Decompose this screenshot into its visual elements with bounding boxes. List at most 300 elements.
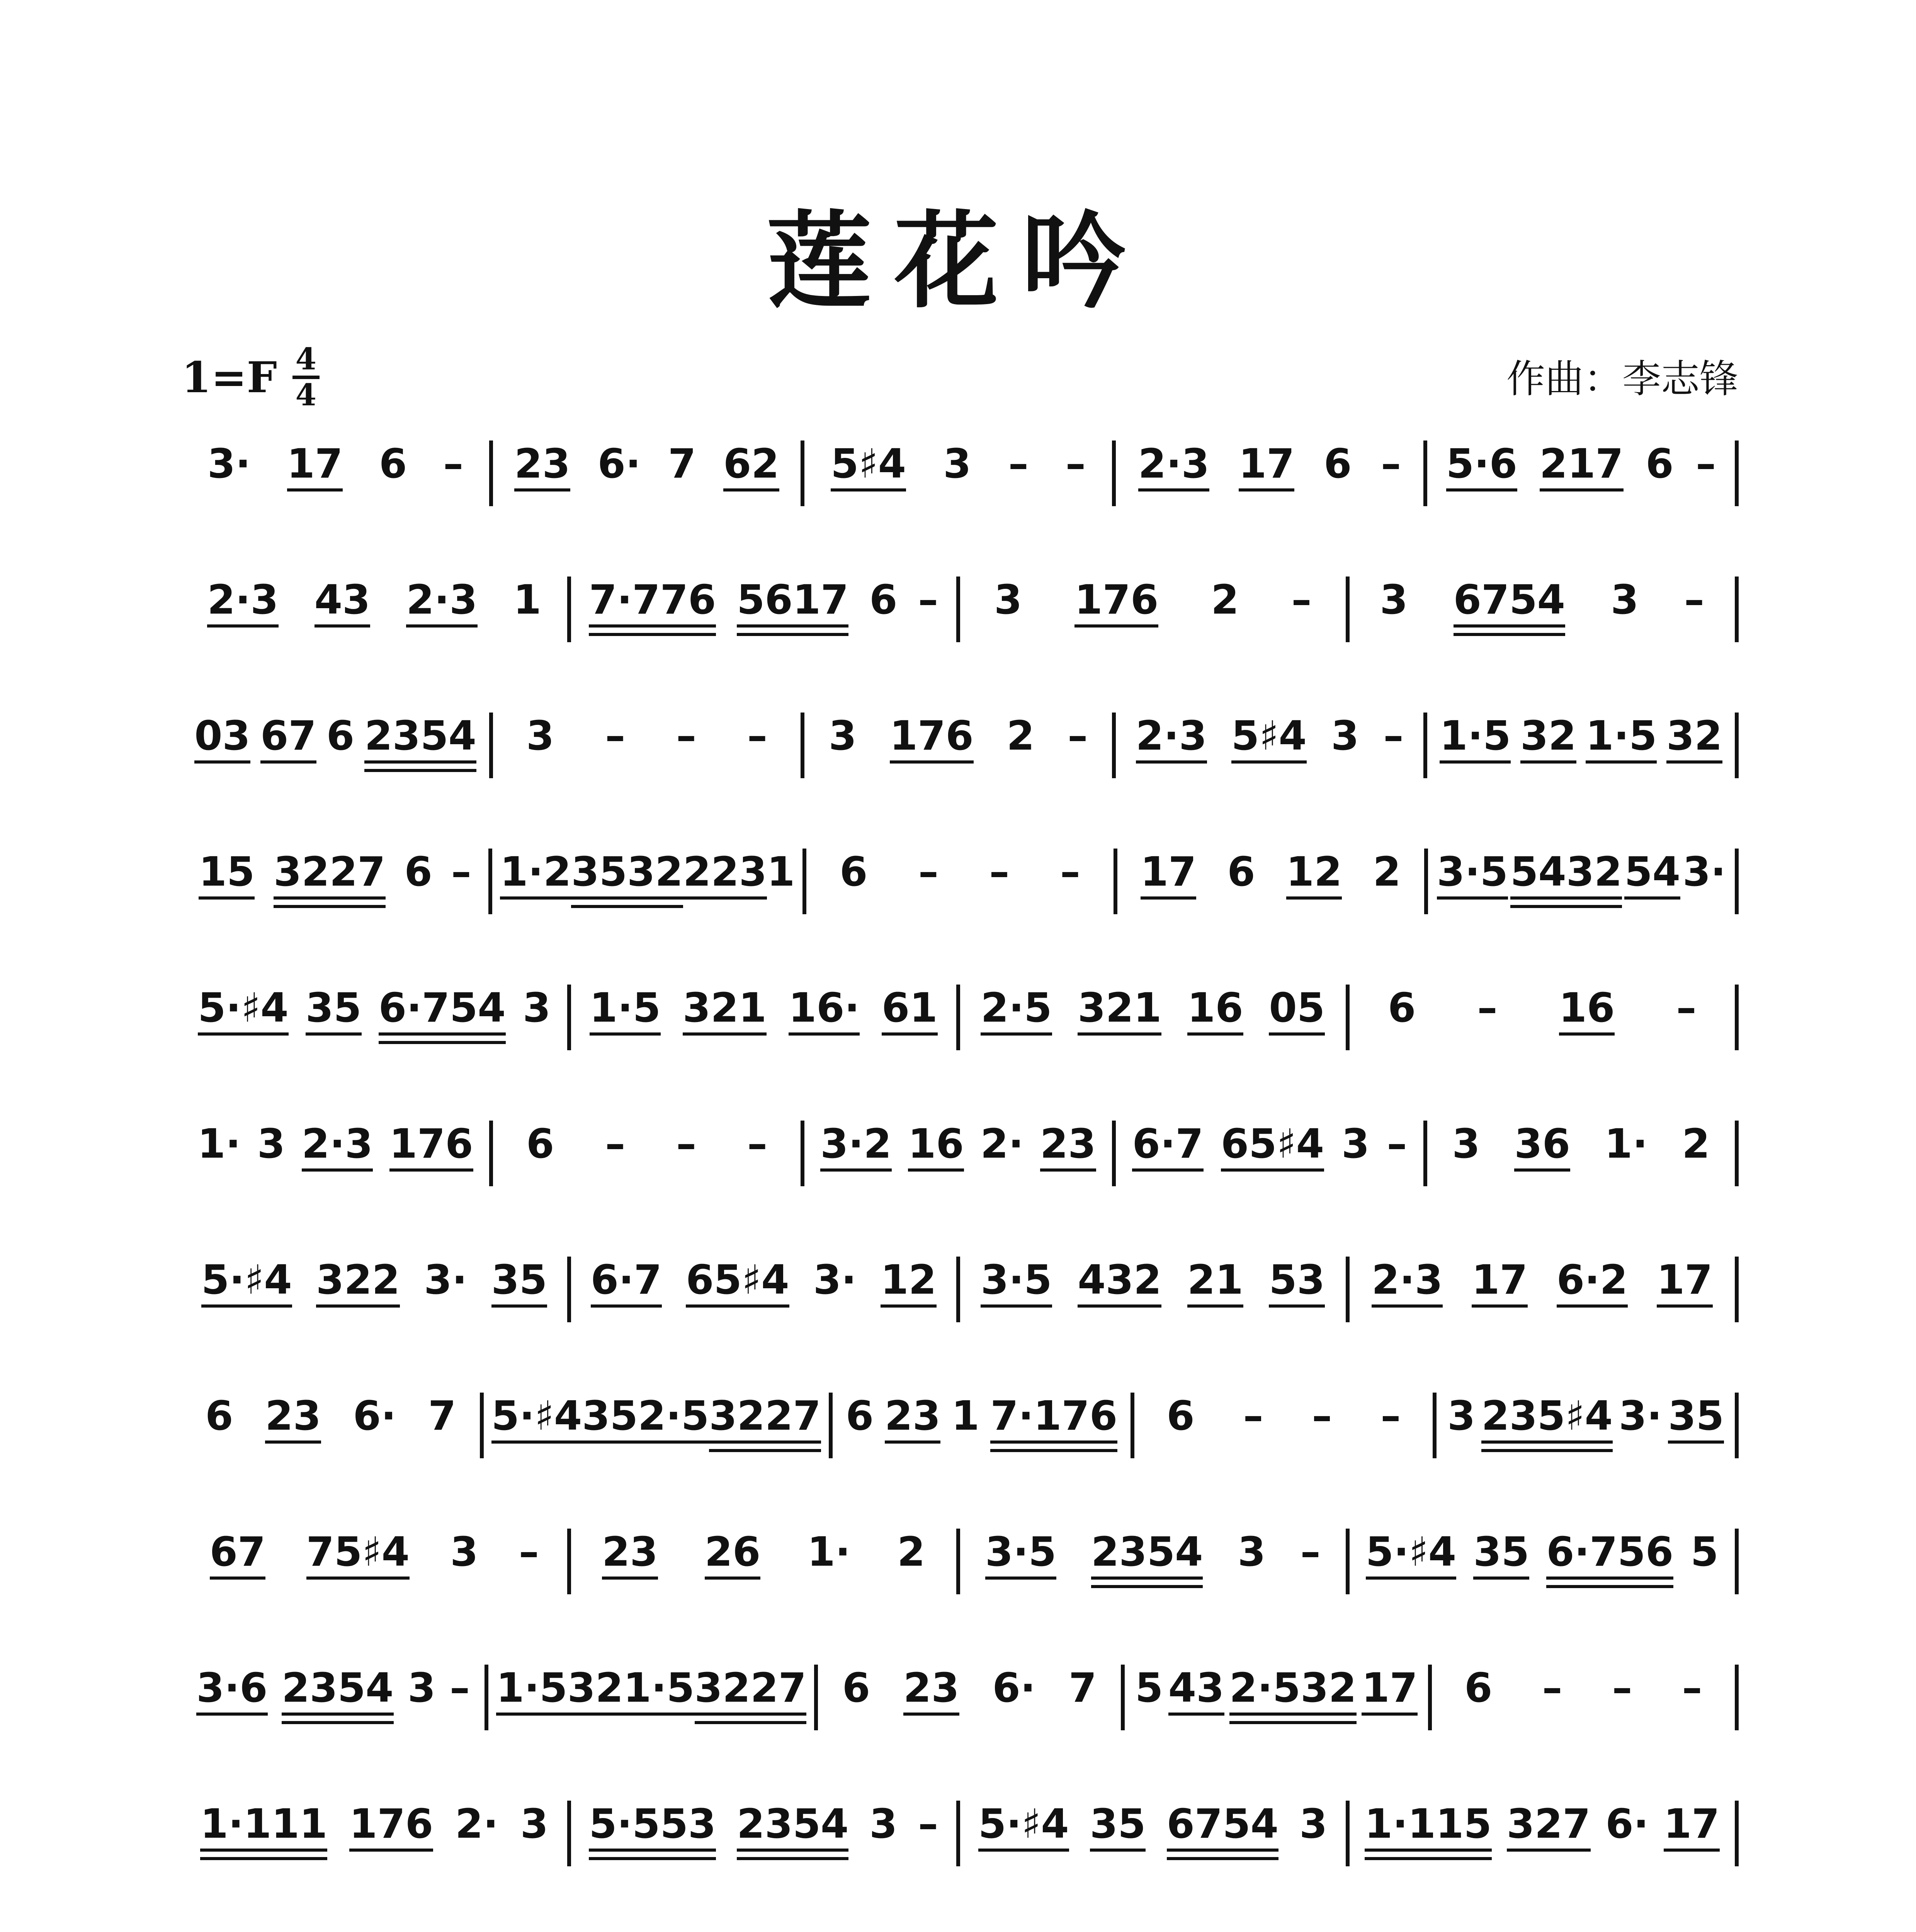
note-group: 26 <box>705 1529 761 1598</box>
note-group: 2·5 <box>638 1393 709 1462</box>
note-group: 6 <box>404 848 432 895</box>
note-group: 6·7 <box>1132 1121 1203 1190</box>
note-group: 03 <box>194 713 250 782</box>
note-group: 6· <box>992 1664 1036 1711</box>
barline <box>1423 713 1427 778</box>
measure <box>960 1237 1346 1326</box>
note-group: 3 <box>450 1528 478 1575</box>
note-group: 176 <box>349 1801 433 1870</box>
note-group: – <box>1060 848 1080 895</box>
note-group: 6 <box>840 848 868 895</box>
note-group: 23 <box>265 1393 321 1462</box>
note-group: – <box>1291 576 1312 623</box>
key-signature <box>182 344 320 411</box>
measure <box>182 965 567 1054</box>
measure <box>1350 965 1735 1054</box>
measure <box>484 1373 829 1462</box>
note-group: – <box>605 712 626 759</box>
note-group: 2·3 <box>406 577 477 646</box>
barline <box>956 1529 960 1594</box>
note-group: 3· <box>207 440 251 487</box>
measure <box>182 1101 489 1190</box>
note-group: 16· <box>789 985 860 1054</box>
note-group: 2·3 <box>302 1121 373 1190</box>
note-group: – <box>747 1120 768 1167</box>
barline <box>1346 1801 1350 1866</box>
note-group: 16 <box>908 1121 964 1190</box>
barline <box>1735 1393 1739 1458</box>
note-group: 2 <box>1682 1120 1710 1167</box>
note-group: – <box>451 848 471 895</box>
barline <box>489 713 493 778</box>
barline <box>567 1801 571 1866</box>
note-group: – <box>450 1664 470 1711</box>
measure <box>960 1781 1346 1870</box>
note-group: 3 <box>994 576 1022 623</box>
note-group: 5·♯4 <box>201 1257 292 1326</box>
note-group: 6·7 <box>591 1257 662 1326</box>
barline <box>1428 1665 1432 1730</box>
barline <box>1735 1801 1739 1866</box>
time-signature <box>292 344 320 411</box>
note-group: – <box>1612 1664 1632 1711</box>
barline <box>489 1121 493 1186</box>
measure <box>1437 1373 1735 1462</box>
note-group: 6· <box>1605 1800 1649 1847</box>
note-group: 1·5 <box>1440 713 1511 782</box>
barline <box>1423 440 1427 506</box>
note-group: – <box>1312 1392 1332 1439</box>
barline <box>488 849 492 914</box>
note-group: – <box>1300 1528 1321 1575</box>
note-group: 2·3 <box>1136 713 1207 782</box>
note-group: 235♯4 <box>1481 1393 1613 1462</box>
note-group: – <box>918 576 938 623</box>
note-group: 6754 <box>1167 1801 1278 1870</box>
measure <box>1432 1645 1735 1734</box>
measure <box>1427 1101 1735 1190</box>
barline <box>1112 713 1116 778</box>
barline <box>1735 1665 1739 1730</box>
note-group: – <box>918 848 938 895</box>
measure <box>804 1101 1112 1190</box>
note-group: 1·2 <box>500 849 571 918</box>
barline <box>956 577 960 642</box>
note-group: 3· <box>813 1256 857 1303</box>
measure <box>1116 1101 1423 1190</box>
measure <box>1350 1781 1735 1870</box>
note-group: 6 <box>1324 440 1352 487</box>
barline <box>1121 1665 1125 1730</box>
note-group: 6·754 <box>379 985 506 1054</box>
barline <box>1346 985 1350 1050</box>
note-group: – <box>443 440 464 487</box>
note-group: 3· <box>1618 1392 1662 1439</box>
measure <box>960 1917 1346 1932</box>
note-group: 17 <box>1141 849 1197 918</box>
measure <box>1134 1373 1433 1462</box>
note-group: 3·6 <box>196 1665 267 1734</box>
note-group: 1· <box>197 1120 241 1167</box>
barline <box>1131 1393 1134 1458</box>
barline <box>1735 1121 1739 1186</box>
barline <box>1433 1393 1437 1458</box>
note-group: 3532 <box>571 849 683 918</box>
note-group: 1 <box>951 1392 979 1439</box>
time-signature-top: 4 <box>295 342 316 377</box>
barline <box>485 1665 488 1730</box>
measure <box>1117 829 1424 918</box>
note-group: 32 <box>568 1665 624 1734</box>
note-group: 6 <box>845 1392 874 1439</box>
barline <box>1346 577 1350 642</box>
barline <box>1424 849 1428 914</box>
note-group: – <box>747 712 768 759</box>
note-group: 2 <box>1006 712 1035 759</box>
note-group: 3 <box>257 1120 286 1167</box>
note-group: 3227 <box>274 849 385 918</box>
score-title: 莲花吟 <box>767 199 1149 322</box>
measure <box>493 1101 801 1190</box>
note-group: 5·♯4 <box>978 1801 1069 1870</box>
measure <box>806 829 1113 918</box>
measure <box>571 1917 957 1932</box>
note-group: 17 <box>1664 1801 1720 1870</box>
note-group: 3 <box>520 1800 549 1847</box>
note-group: 327 <box>1507 1801 1591 1870</box>
note-group: 6 <box>1166 1392 1195 1439</box>
measure <box>182 1645 485 1734</box>
note-group: 6754 <box>1454 577 1565 646</box>
note-group: – <box>1676 984 1697 1031</box>
note-group: 5·♯4 <box>198 985 289 1054</box>
measure <box>804 421 1112 510</box>
measure <box>488 1645 814 1734</box>
barline <box>1735 1529 1739 1594</box>
note-group: 1 <box>513 576 541 623</box>
note-group: 2354 <box>737 1801 848 1870</box>
note-group: 15 <box>199 849 255 918</box>
measure <box>818 1645 1121 1734</box>
note-group: 3·5 <box>985 1529 1056 1598</box>
note-group: 5 <box>1690 1528 1719 1575</box>
note-group: 7 <box>668 440 696 487</box>
note-group: 05 <box>1269 985 1325 1054</box>
note-group: 1·5 <box>496 1665 567 1734</box>
score-row <box>182 1237 1739 1373</box>
measure <box>493 421 801 510</box>
note-group: 35 <box>306 985 362 1054</box>
note-group: 54 <box>1624 849 1680 918</box>
note-group: 217 <box>1540 440 1624 510</box>
measure <box>182 421 489 510</box>
note-group: 5617 <box>737 577 848 646</box>
measure <box>1350 1509 1735 1598</box>
note-group: 3227 <box>695 1665 806 1734</box>
note-group: 17 <box>1657 1257 1713 1326</box>
note-group: 7 <box>428 1392 456 1439</box>
note-group: 23 <box>885 1393 941 1462</box>
note-group: 7·776 <box>589 577 716 646</box>
note-group: 6 <box>326 712 355 759</box>
barline <box>956 985 960 1050</box>
note-group: 5♯4 <box>831 440 906 510</box>
note-group: 3 <box>1380 576 1408 623</box>
note-group: – <box>519 1528 539 1575</box>
measure <box>1350 557 1735 646</box>
note-group: 2 <box>1211 576 1239 623</box>
note-group: 3·2 <box>820 1121 891 1190</box>
note-group: 2·3 <box>1138 440 1209 510</box>
note-group: 5·♯4 <box>491 1393 582 1462</box>
barline <box>567 577 571 642</box>
note-group: 43 <box>315 577 371 646</box>
note-group: 67 <box>210 1529 266 1598</box>
score-row <box>182 1917 1739 1932</box>
score-row <box>182 557 1739 693</box>
note-group: 3 <box>1238 1528 1266 1575</box>
note-group: 35 <box>1668 1393 1724 1462</box>
note-group: – <box>1387 1120 1407 1167</box>
score-row <box>182 1645 1739 1781</box>
note-group: – <box>676 1120 697 1167</box>
barline <box>1112 1121 1116 1186</box>
note-group: 12 <box>881 1257 937 1326</box>
note-group: – <box>1065 440 1086 487</box>
measure <box>493 693 801 782</box>
barline <box>480 1393 484 1458</box>
note-group: – <box>1381 440 1401 487</box>
barline <box>567 985 571 1050</box>
note-group: 1·115 <box>1365 1801 1492 1870</box>
note-group: 5432 <box>1510 849 1622 918</box>
barline <box>829 1393 833 1458</box>
barline <box>489 440 493 506</box>
note-group: – <box>989 848 1010 895</box>
measure <box>182 557 567 646</box>
note-group: 322 <box>316 1257 400 1326</box>
note-group: 6 <box>1646 440 1674 487</box>
note-group: 5·6 <box>1446 440 1517 510</box>
score-row <box>182 693 1739 829</box>
barline <box>802 849 806 914</box>
note-group: 321 <box>1078 985 1161 1054</box>
note-group: 3 <box>1299 1800 1328 1847</box>
measure <box>571 1781 957 1870</box>
measure <box>833 1373 1131 1462</box>
note-group: 61 <box>882 985 938 1054</box>
note-group: 2354 <box>364 713 476 782</box>
note-group: 3 <box>1341 1120 1370 1167</box>
barline <box>567 1257 571 1322</box>
note-group: – <box>676 712 697 759</box>
note-group: – <box>1383 712 1404 759</box>
composer-credit: 作曲：李志锋 <box>1506 356 1738 401</box>
note-group: 1· <box>1604 1120 1648 1167</box>
measure <box>571 965 957 1054</box>
note-group: – <box>1682 1664 1702 1711</box>
note-group: – <box>1542 1664 1562 1711</box>
note-group: 6·756 <box>1546 1529 1673 1598</box>
measure <box>1350 1917 1735 1932</box>
note-group: 36 <box>1514 1121 1570 1190</box>
note-group: 3· <box>424 1256 468 1303</box>
note-group: 3 <box>943 440 971 487</box>
measure <box>182 1509 567 1598</box>
measure <box>1116 421 1423 510</box>
measure <box>182 1917 567 1932</box>
measure <box>492 829 802 918</box>
key-label: 1=F <box>182 352 277 402</box>
note-group: 6 <box>1227 848 1255 895</box>
note-group: 2·3 <box>1372 1257 1443 1326</box>
note-group: 17 <box>287 440 343 510</box>
note-group: 432 <box>1078 1257 1161 1326</box>
note-group: 5♯4 <box>1231 713 1307 782</box>
note-group: 21 <box>1187 1257 1243 1326</box>
note-group: 23 <box>514 440 570 510</box>
measure <box>1427 693 1735 782</box>
note-group: 2 <box>897 1528 925 1575</box>
note-group: 3 <box>408 1664 436 1711</box>
note-group: 3 <box>869 1800 898 1847</box>
note-group: 32 <box>1666 713 1722 782</box>
note-group: 6· <box>597 440 641 487</box>
note-group: 2354 <box>1091 1529 1203 1598</box>
barline <box>1423 1121 1427 1186</box>
note-group: 2·3 <box>207 577 278 646</box>
score-body <box>182 421 1739 1932</box>
barline <box>1735 849 1739 914</box>
barline <box>567 1529 571 1594</box>
note-group: 6·2 <box>1557 1257 1628 1326</box>
score-row <box>182 1509 1739 1645</box>
note-group: 16 <box>1559 985 1615 1054</box>
measure <box>1125 1645 1428 1734</box>
note-group: 35 <box>582 1393 638 1462</box>
score-row <box>182 421 1739 557</box>
note-group: 1·5 <box>623 1665 694 1734</box>
score-row <box>182 965 1739 1101</box>
measure <box>182 1373 480 1462</box>
note-group: – <box>1684 576 1705 623</box>
score-row <box>182 1101 1739 1237</box>
measure <box>571 557 957 646</box>
barline <box>1735 985 1739 1050</box>
note-group: 3·5 <box>1437 849 1508 918</box>
note-group: 321 <box>683 985 767 1054</box>
note-group: 1·111 <box>200 1801 327 1870</box>
barline <box>956 1801 960 1866</box>
note-group: 2·5 <box>981 985 1052 1054</box>
measure <box>1116 693 1423 782</box>
score-row <box>182 829 1739 965</box>
note-group: 2· <box>980 1120 1024 1167</box>
note-group: 7 <box>1069 1664 1097 1711</box>
barline <box>1735 713 1739 778</box>
note-group: 176 <box>389 1121 473 1190</box>
note-group: 43 <box>1168 1665 1224 1734</box>
barline <box>956 1257 960 1322</box>
note-group: 5·♯4 <box>1366 1529 1457 1598</box>
measure <box>960 965 1346 1054</box>
measure <box>804 693 1112 782</box>
note-group: – <box>1696 440 1716 487</box>
note-group: 6 <box>1464 1664 1493 1711</box>
note-group: 1· <box>807 1528 851 1575</box>
note-group: 5 <box>1135 1664 1163 1711</box>
note-group: – <box>1068 712 1088 759</box>
note-group: 2354 <box>282 1665 393 1734</box>
note-group: 6 <box>842 1664 870 1711</box>
note-group: 3 <box>1331 712 1359 759</box>
note-group: 3 <box>526 712 554 759</box>
note-group: 7·176 <box>990 1393 1117 1462</box>
note-group: 6 <box>1388 984 1416 1031</box>
barline <box>1735 577 1739 642</box>
barline <box>801 1121 804 1186</box>
note-group: 17 <box>1362 1665 1418 1734</box>
note-group: 35 <box>491 1257 547 1326</box>
note-group: – <box>1380 1392 1401 1439</box>
barline <box>801 713 804 778</box>
note-group: 223 <box>683 849 767 918</box>
note-group: 6 <box>379 440 407 487</box>
note-group: 65♯4 <box>1221 1121 1324 1190</box>
note-group: – <box>1477 984 1498 1031</box>
note-group: 3 <box>1452 1120 1480 1167</box>
note-group: 6· <box>353 1392 396 1439</box>
note-group: 2· <box>455 1800 498 1847</box>
note-group: 176 <box>1074 577 1158 646</box>
measure <box>1427 421 1735 510</box>
note-group: 2·532 <box>1229 1665 1357 1734</box>
measure <box>182 1237 567 1326</box>
note-group: 62 <box>723 440 779 510</box>
note-group: 6 <box>869 576 898 623</box>
note-group: 3 <box>1447 1392 1476 1439</box>
note-group: 65♯4 <box>686 1257 789 1326</box>
measure <box>182 693 489 782</box>
note-group: 6 <box>205 1392 233 1439</box>
measure <box>182 1781 567 1870</box>
note-group: 6 <box>526 1120 554 1167</box>
time-signature-bottom: 4 <box>295 378 316 413</box>
note-group: 3 <box>1610 576 1639 623</box>
measure <box>571 1509 957 1598</box>
measure <box>1428 829 1735 918</box>
barline <box>1735 440 1739 506</box>
note-group: 2 <box>1373 848 1401 895</box>
note-group: 1·5 <box>590 985 661 1054</box>
note-group: 35 <box>1090 1801 1146 1870</box>
note-group: 75♯4 <box>306 1529 410 1598</box>
measure <box>960 557 1346 646</box>
note-group: – <box>1243 1392 1263 1439</box>
note-group: 23 <box>1040 1121 1096 1190</box>
barline <box>801 440 804 506</box>
note-group: 23 <box>903 1665 959 1734</box>
note-group: 1 <box>767 848 795 895</box>
barline <box>814 1665 818 1730</box>
measure <box>571 1237 957 1326</box>
note-group: 17 <box>1239 440 1295 510</box>
note-group: 67 <box>260 713 316 782</box>
barline <box>1735 1257 1739 1322</box>
score-row <box>182 1373 1739 1509</box>
note-group: 176 <box>890 713 974 782</box>
note-group: 53 <box>1269 1257 1325 1326</box>
